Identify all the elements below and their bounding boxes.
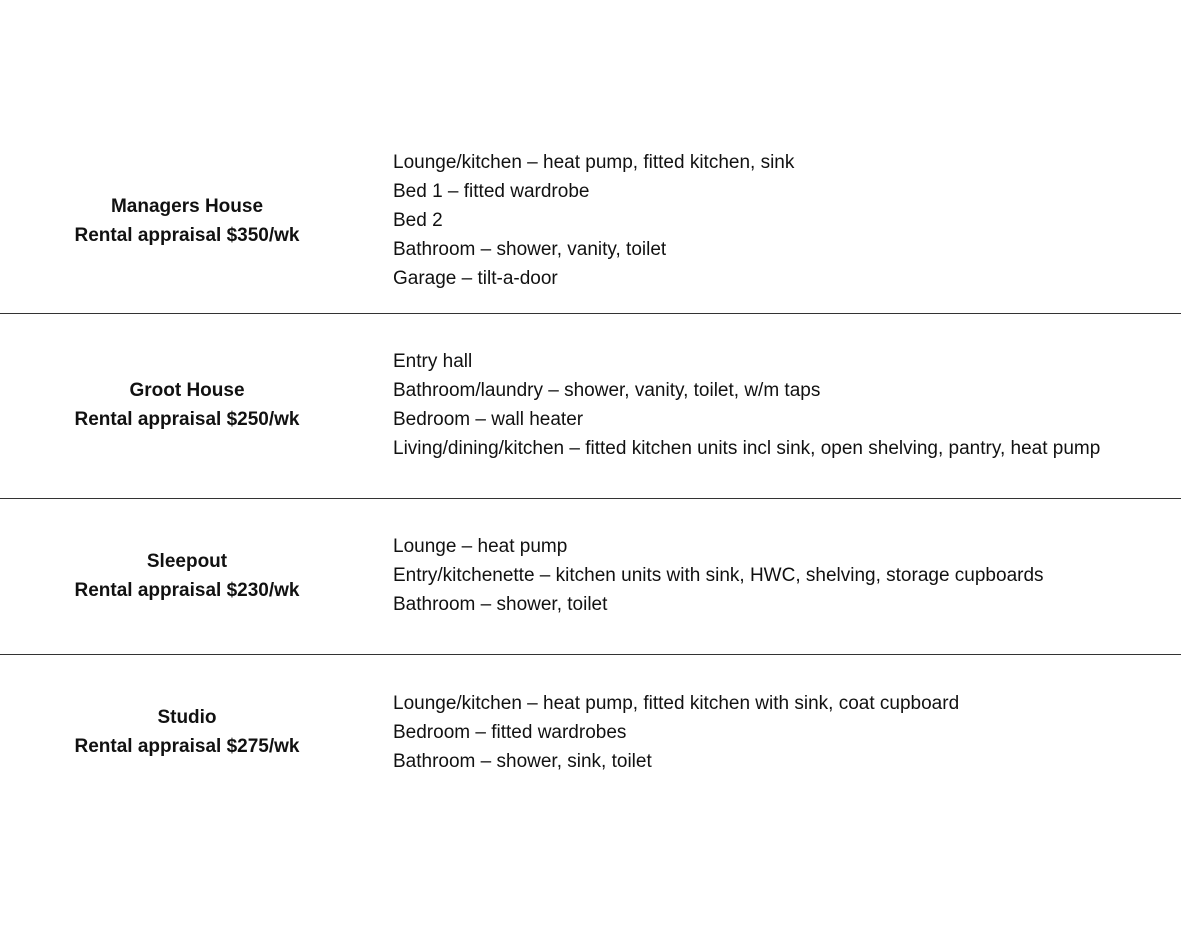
feature-list bbox=[393, 148, 794, 293]
feature-item: Bathroom/laundry – shower, vanity, toilet, w/m taps bbox=[393, 380, 821, 401]
rental-appraisal: Rental appraisal $230/wk bbox=[74, 580, 300, 601]
feature-item: Bedroom – wall heater bbox=[393, 409, 584, 430]
section-label bbox=[30, 192, 344, 250]
feature-item: Living/dining/kitchen – fitted kitchen units incl sink, open shelving, pantry, heat pump bbox=[393, 438, 1101, 459]
feature-item: Bathroom – shower, toilet bbox=[393, 594, 608, 615]
feature-list bbox=[393, 347, 1100, 463]
section-title: Studio bbox=[157, 707, 217, 728]
feature-item: Bed 2 bbox=[393, 210, 443, 231]
feature-item: Garage – tilt-a-door bbox=[393, 268, 558, 289]
feature-item: Bed 1 – fitted wardrobe bbox=[393, 181, 590, 202]
feature-item: Lounge/kitchen – heat pump, fitted kitchen, sink bbox=[393, 152, 795, 173]
section-label bbox=[30, 703, 344, 761]
feature-item: Entry/kitchenette – kitchen units with sink, HWC, shelving, storage cupboards bbox=[393, 565, 1044, 586]
divider bbox=[0, 654, 1181, 655]
feature-item: Lounge/kitchen – heat pump, fitted kitchen with sink, coat cupboard bbox=[393, 693, 960, 714]
feature-item: Bathroom – shower, vanity, toilet bbox=[393, 239, 667, 260]
rental-appraisal: Rental appraisal $250/wk bbox=[74, 409, 300, 430]
rental-appraisal: Rental appraisal $275/wk bbox=[74, 736, 300, 757]
section-title: Managers House bbox=[110, 196, 264, 217]
feature-item: Lounge – heat pump bbox=[393, 536, 568, 557]
feature-list bbox=[393, 532, 1044, 619]
feature-item: Bedroom – fitted wardrobes bbox=[393, 722, 627, 743]
section-title: Sleepout bbox=[146, 551, 228, 572]
feature-item: Bathroom – shower, sink, toilet bbox=[393, 751, 652, 772]
divider bbox=[0, 498, 1181, 499]
feature-list bbox=[393, 689, 959, 776]
section-title: Groot House bbox=[129, 380, 245, 401]
feature-item: Entry hall bbox=[393, 351, 473, 372]
rental-appraisal: Rental appraisal $350/wk bbox=[74, 225, 300, 246]
section-label bbox=[30, 547, 344, 605]
section-label bbox=[30, 376, 344, 434]
divider bbox=[0, 313, 1181, 314]
